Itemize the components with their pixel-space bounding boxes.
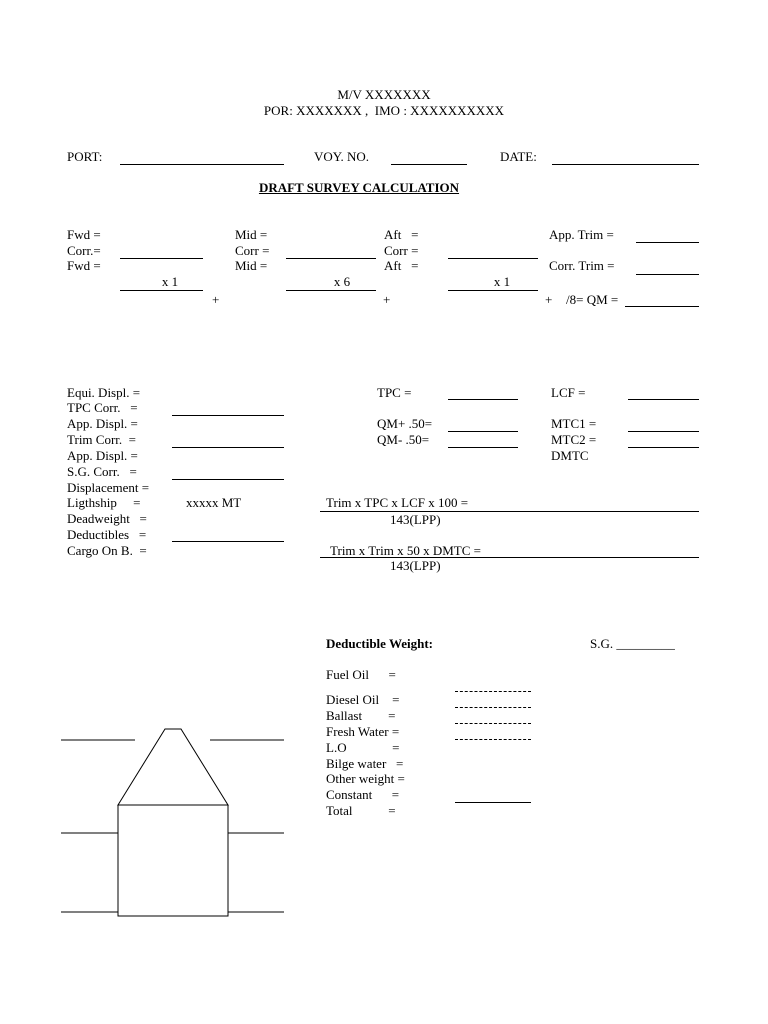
- lcf-label: LCF =: [551, 385, 586, 400]
- aft-label: Aft =: [384, 227, 419, 242]
- qm-plus-label: QM+ .50=: [377, 416, 433, 431]
- sg-corr-label: S.G. Corr. =: [67, 464, 137, 479]
- qm-minus-label: QM- .50=: [377, 432, 430, 447]
- date-label: DATE:: [500, 149, 537, 164]
- fwd-label: Fwd =: [67, 227, 101, 242]
- mid-label: Mid =: [235, 227, 268, 242]
- mtc1-label: MTC1 =: [551, 416, 597, 431]
- mid-multiplier: x 6: [333, 274, 351, 289]
- cargo-label: Cargo On B. =: [67, 543, 147, 558]
- second-trim-formula: Trim x Trim x 50 x DMTC =: [330, 543, 481, 558]
- app-trim-label: App. Trim =: [549, 227, 614, 242]
- fwd-multiplier: x 1: [161, 274, 179, 289]
- vessel-name: M/V XXXXXXX: [337, 87, 431, 102]
- diesel-oil-label: Diesel Oil =: [326, 692, 400, 707]
- tpc-corr-label: TPC Corr. =: [67, 400, 138, 415]
- deductible-title: Deductible Weight:: [326, 636, 434, 651]
- hull-shape: [118, 805, 228, 916]
- aft-multiplier: x 1: [493, 274, 511, 289]
- lightship-label: Ligthship =: [67, 495, 141, 510]
- app-displ-label: App. Displ. =: [67, 416, 138, 431]
- plus-sign-2: +: [383, 292, 391, 307]
- mid-corrected-label: Mid =: [235, 258, 268, 273]
- fuel-oil-label: Fuel Oil =: [326, 667, 396, 682]
- corr-mid-label: Corr =: [235, 243, 270, 258]
- page-title: DRAFT SURVEY CALCULATION: [258, 180, 460, 195]
- plus-sign-1: +: [212, 292, 220, 307]
- voy-label: VOY. NO.: [314, 149, 370, 164]
- plus-sign-3: +: [545, 292, 553, 307]
- corr-aft-label: Corr =: [384, 243, 419, 258]
- lightship-value: xxxxx MT: [186, 495, 242, 510]
- tpc-label: TPC =: [377, 385, 412, 400]
- trim-corr-label: Trim Corr. =: [67, 432, 136, 447]
- qm-label: /8= QM =: [566, 292, 619, 307]
- formula-2-denominator: 143(LPP): [390, 558, 441, 573]
- trim-corr-formula: Trim x TPC x LCF x 100 =: [326, 495, 469, 510]
- app-displ-2-label: App. Displ. =: [67, 448, 138, 463]
- mtc2-label: MTC2 =: [551, 432, 597, 447]
- displacement-label: Displacement =: [67, 480, 150, 495]
- fresh-water-label: Fresh Water =: [326, 724, 400, 739]
- other-weight-label: Other weight =: [326, 771, 405, 786]
- deadweight-label: Deadweight =: [67, 511, 147, 526]
- dmtc-label: DMTC: [551, 448, 589, 463]
- corr-trim-label: Corr. Trim =: [549, 258, 615, 273]
- total-label: Total =: [326, 803, 396, 818]
- port-label: PORT:: [67, 149, 103, 164]
- ballast-label: Ballast =: [326, 708, 396, 723]
- bilge-water-label: Bilge water =: [326, 756, 404, 771]
- constant-label: Constant =: [326, 787, 400, 802]
- fwd-corrected-label: Fwd =: [67, 258, 101, 273]
- corr-fwd-label: Corr.=: [67, 243, 101, 258]
- por-imo: POR: XXXXXXX , IMO : XXXXXXXXXX: [263, 103, 505, 118]
- formula-1-denominator: 143(LPP): [390, 512, 441, 527]
- deductibles-label: Deductibles =: [67, 527, 147, 542]
- sg-field[interactable]: S.G. _________: [590, 636, 675, 651]
- equi-displ-label: Equi. Displ. =: [67, 385, 141, 400]
- aft-corrected-label: Aft =: [384, 258, 419, 273]
- lo-label: L.O =: [326, 740, 400, 755]
